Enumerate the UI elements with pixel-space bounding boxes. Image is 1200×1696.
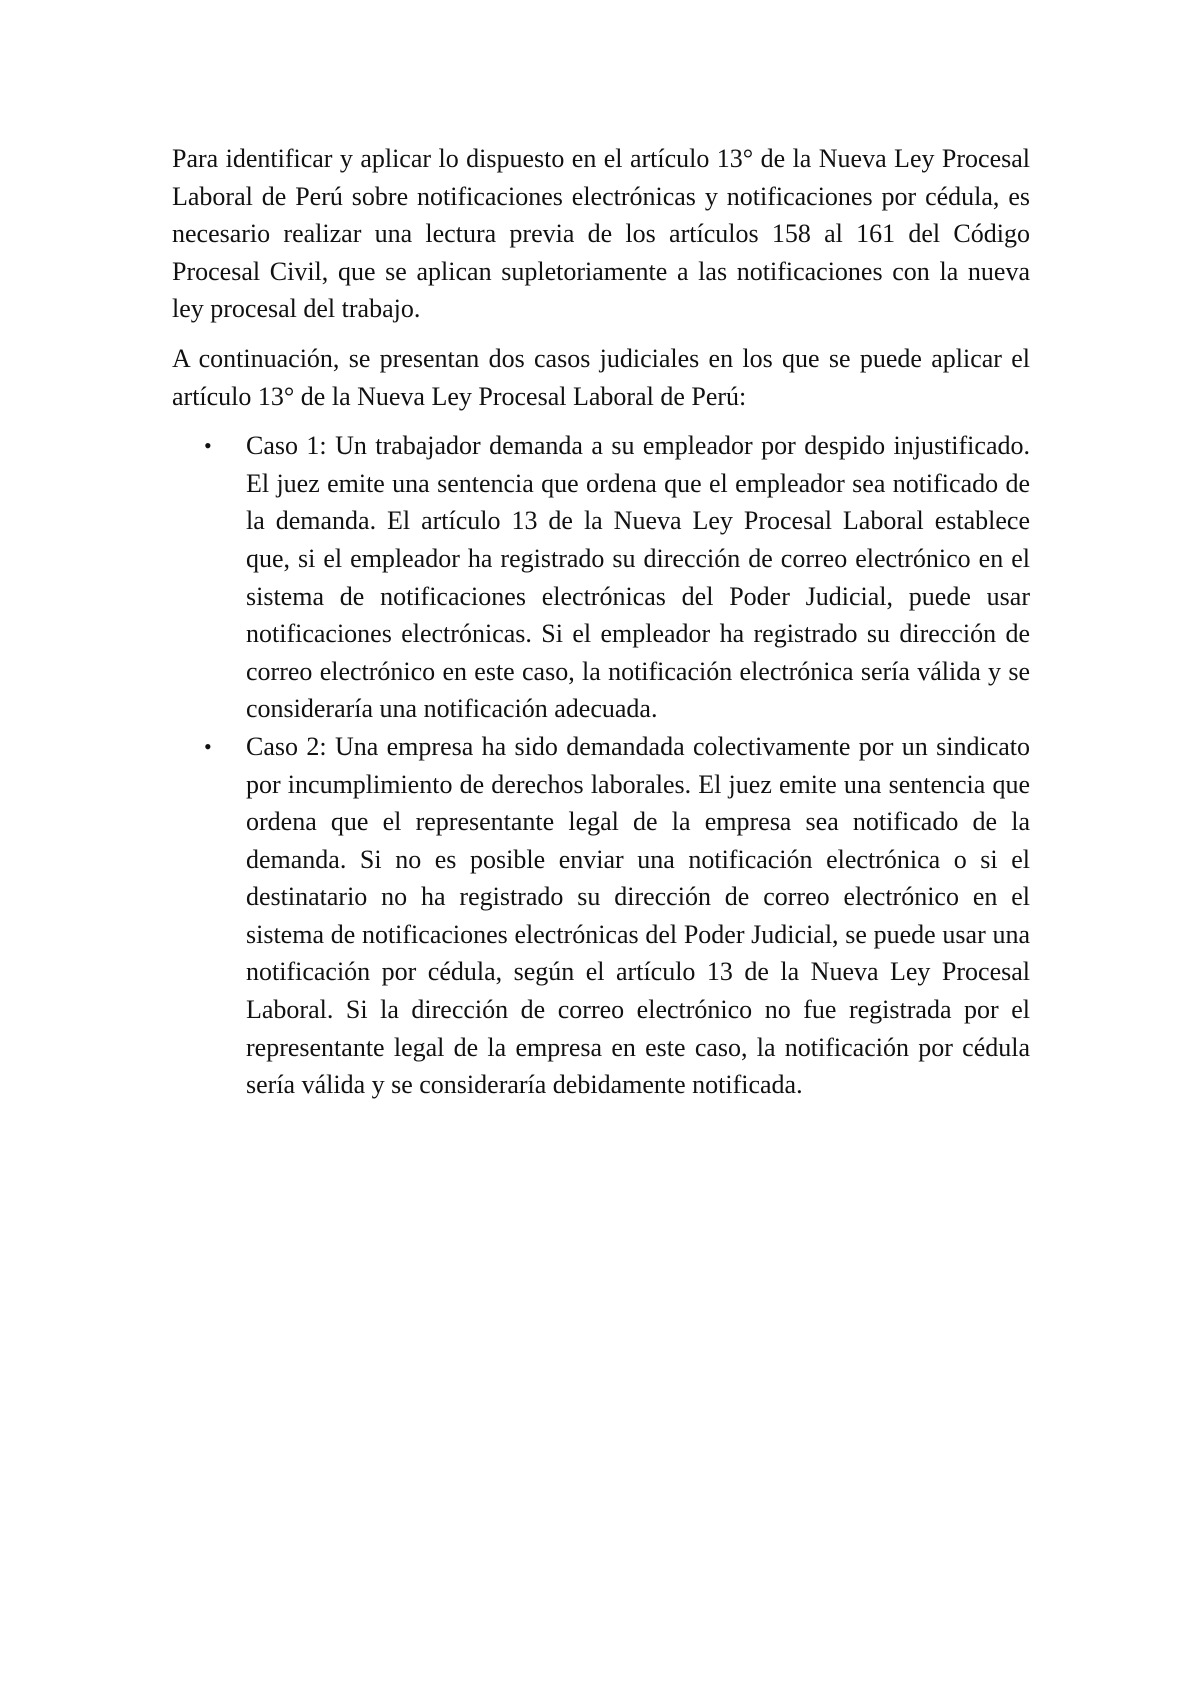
case-list <box>172 427 1030 1104</box>
bullet-icon: • <box>204 733 212 759</box>
list-item-case-1 <box>172 427 1030 728</box>
cases-intro-paragraph: A continuación, se presentan dos casos judiciales en los que se puede aplicar el artículo 13° de la Nueva Ley Procesal Laboral de Perú: <box>172 343 1030 411</box>
case-1-text: Caso 1: Un trabajador demanda a su empleador por despido injustificado. El juez emite una sentencia que ordena que el empleador sea notificado de la demanda. El artículo 13 de la Nueva Ley Procesal Laboral establece que, si el empleador ha registrado su dirección de correo electrónico en el sistema de notificaciones electrónicas del Poder Judicial, puede usar notificaciones electrónicas. Si el empleador ha registrado su dirección de correo electrónico en este caso, la notificación electrónica sería válida y se consideraría una notificación adecuada. <box>246 431 1030 724</box>
intro-paragraph: Para identificar y aplicar lo dispuesto en el artículo 13° de la Nueva Ley Procesal Laboral de Perú sobre notificaciones electrónicas y notificaciones por cédula, es necesario realizar una lectura previa de los artículos 158 al 161 del Código Procesal Civil, que se aplican supletoriamente a las notificaciones con la nueva ley procesal del trabajo. <box>172 144 1030 324</box>
bullet-icon: • <box>204 433 212 459</box>
list-item-case-2 <box>172 728 1030 1104</box>
case-2-text: Caso 2: Una empresa ha sido demandada colectivamente por un sindicato por incumplimiento de derechos laborales. El juez emite una sentencia que ordena que el representante legal de la empresa sea notificado de la demanda. Si no es posible enviar una notificación electrónica o si el destinatario no ha registrado su dirección de correo electrónico en el sistema de notificaciones electrónicas del Poder Judicial, se puede usar una notificación por cédula, según el artículo 13 de la Nueva Ley Procesal Laboral. Si la dirección de correo electrónico no fue registrada por el representante legal de la empresa en este caso, la notificación por cédula sería válida y se consideraría debidamente notificada. <box>246 731 1030 1100</box>
document-body <box>172 140 1030 1104</box>
